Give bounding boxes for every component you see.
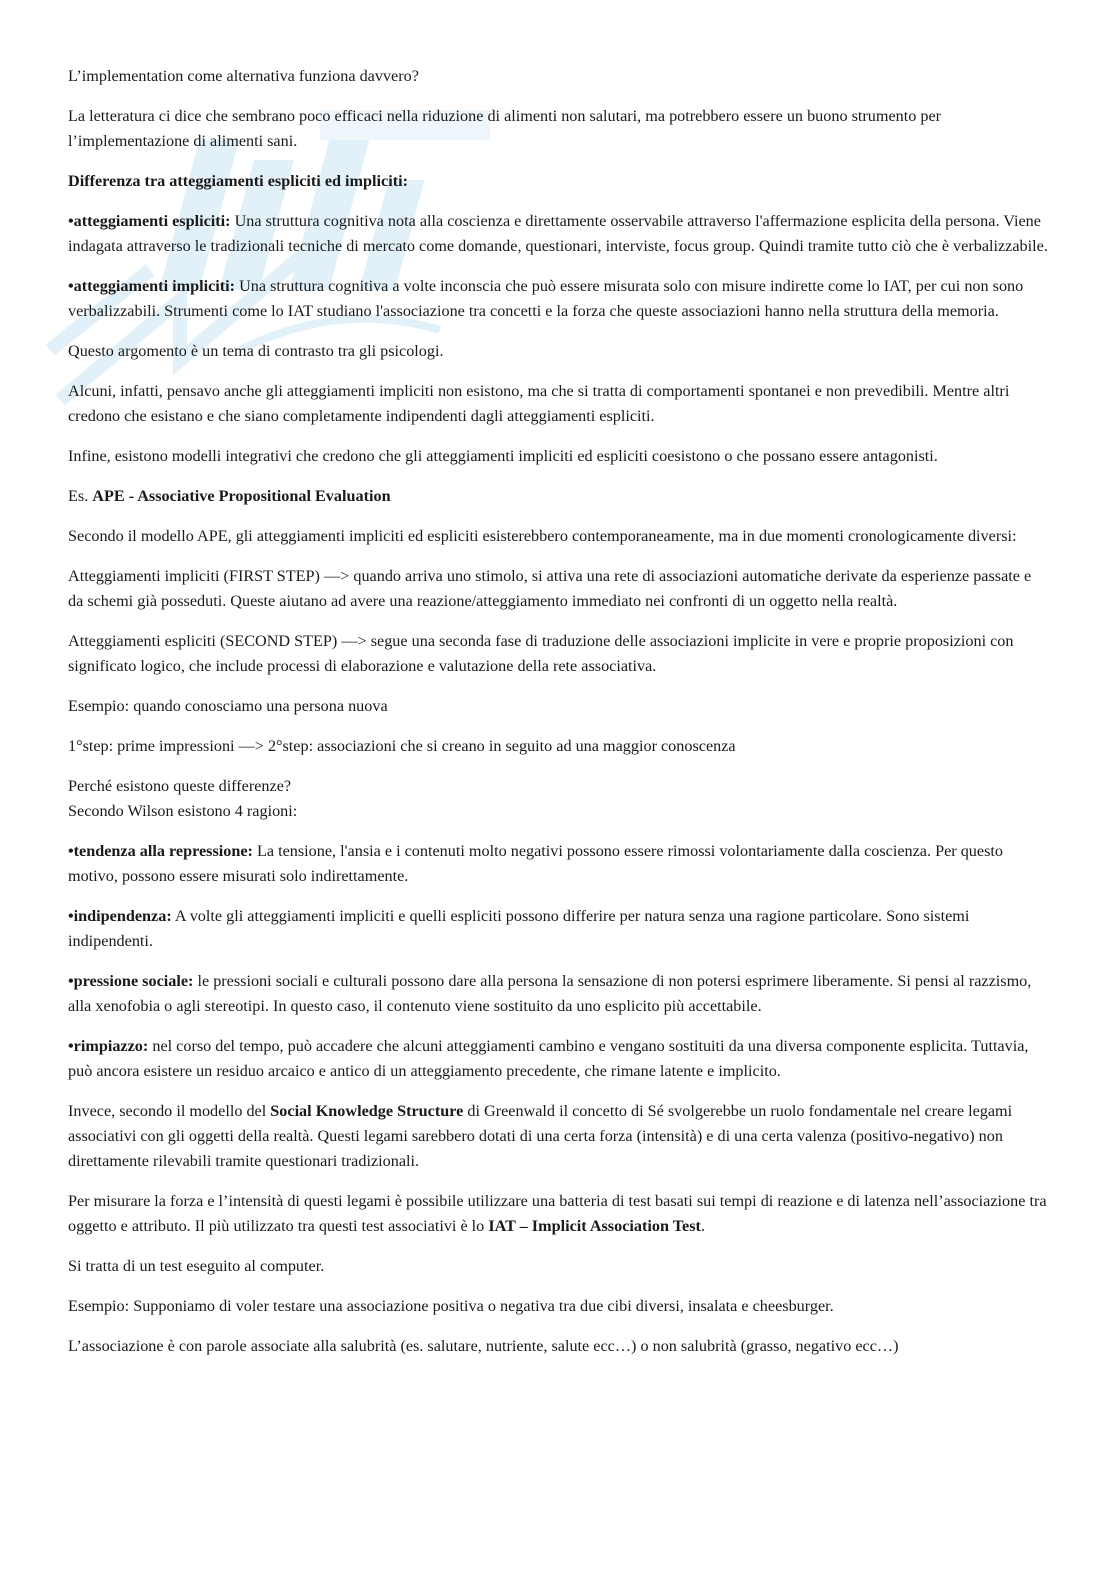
term: IAT – Implicit Association Test: [488, 1217, 701, 1235]
reason-text: La tensione, l'ansia e i contenuti molto negativi possono essere rimossi volontariamente dalla coscienza. Per questo motivo, possono essere misurati solo indirettamente.: [68, 842, 1003, 885]
term: •rimpiazzo:: [68, 1037, 149, 1055]
reason-text: le pressioni sociali e culturali possono dare alla persona la sensazione di non potersi esprimere liberamente. Si pensi al razzismo, alla xenofobia o agli stereotipi. In questo caso, il contenuto viene sostituito da uno esplicito più accettabile.: [68, 972, 1032, 1015]
paragraph: Esempio: quando conosciamo una persona nuova: [68, 697, 388, 715]
paragraph: Alcuni, infatti, pensavo anche gli atteggiamenti impliciti non esistono, ma che si tratta di comportamenti spontanei e non prevedibili. Mentre altri credono che esistano e che siano completamente indipendenti dagli atteggiamenti espliciti.: [68, 382, 1010, 425]
reason-replacement: [68, 1034, 1050, 1084]
line: Secondo Wilson esistono 4 ragioni:: [68, 802, 298, 820]
ape-heading: [68, 484, 1050, 509]
reason-text: A volte gli atteggiamenti impliciti e quelli espliciti possono differire per natura senza una ragione particolare. Sono sistemi indipendenti.: [68, 907, 970, 950]
definition-explicit: [68, 209, 1050, 259]
paragraph: [68, 774, 1050, 824]
paragraph: Atteggiamenti espliciti (SECOND STEP) —> segue una seconda fase di traduzione delle associazioni implicite in vere e proprie proposizioni con significato logico, che include processi di elaborazione e valutazione della rete associativa.: [68, 632, 1014, 675]
paragraph: Esempio: Supponiamo di voler testare una associazione positiva o negativa tra due cibi diversi, insalata e cheesburger.: [68, 1297, 834, 1315]
heading-text: APE - Associative Propositional Evaluation: [92, 487, 391, 505]
text: Invece, secondo il modello del: [68, 1102, 271, 1120]
paragraph: Secondo il modello APE, gli atteggiamenti impliciti ed espliciti esisterebbero contemporaneamente, ma in due momenti cronologicamente diversi:: [68, 527, 1017, 545]
line: Perché esistono queste differenze?: [68, 777, 292, 795]
reason-social-pressure: [68, 969, 1050, 1019]
term: •atteggiamenti impliciti:: [68, 277, 236, 295]
text: di Greenwald il concetto di Sé svolgerebbe un ruolo fondamentale nel creare legami associativi con gli oggetti della realtà. Questi legami sarebbero dotati di una certa forza (intensità) e di una certa valenza (positivo-negativo) non direttamente rilevabili tramite questionari tradizionali.: [68, 1102, 1013, 1170]
paragraph: Atteggiamenti impliciti (FIRST STEP) —> quando arriva uno stimolo, si attiva una rete di associazioni automatiche derivate da esperienze passate e da schemi già posseduti. Queste aiutano ad avere una reazione/atteggiamento immediato nei confronti di un oggetto nella realtà.: [68, 567, 1032, 610]
term: •indipendenza:: [68, 907, 172, 925]
definition-implicit: [68, 274, 1050, 324]
text: .: [700, 1217, 705, 1235]
heading-text: Differenza tra atteggiamenti espliciti ed impliciti:: [68, 172, 408, 190]
paragraph: Infine, esistono modelli integrativi che credono che gli atteggiamenti impliciti ed espliciti coesistono o che possano essere antagonisti.: [68, 447, 938, 465]
term: •tendenza alla repressione:: [68, 842, 253, 860]
paragraph: [68, 1099, 1050, 1174]
paragraph: Questo argomento è un tema di contrasto tra gli psicologi.: [68, 342, 444, 360]
definition-text: Una struttura cognitiva nota alla coscienza e direttamente osservabile attraverso l'affermazione esplicita della persona. Viene indagata attraverso le tradizionali tecniche di mercato come domande, questionari, interviste, focus group. Quindi tramite tutto ciò che è verbalizzabile.: [68, 212, 1048, 255]
term: •pressione sociale:: [68, 972, 194, 990]
paragraph: La letteratura ci dice che sembrano poco efficaci nella riduzione di alimenti non salutari, ma potrebbero essere un buono strumento per l’implementazione di alimenti sani.: [68, 107, 942, 150]
paragraph: [68, 1189, 1050, 1239]
paragraph: 1°step: prime impressioni —> 2°step: associazioni che si creano in seguito ad una maggior conoscenza: [68, 737, 736, 755]
paragraph: Si tratta di un test eseguito al computer.: [68, 1257, 325, 1275]
reason-independence: [68, 904, 1050, 954]
paragraph: L’implementation come alternativa funziona davvero?: [68, 67, 419, 85]
text: Per misurare la forza e l’intensità di questi legami è possibile utilizzare una batteria di test basati sui tempi di reazione e di latenza nell’associazione tra oggetto e attributo. Il più utilizzato tra questi test associativi è lo: [68, 1192, 1047, 1235]
term: •atteggiamenti espliciti:: [68, 212, 231, 230]
reason-repression: [68, 839, 1050, 889]
prefix: Es.: [68, 487, 93, 505]
reason-text: nel corso del tempo, può accadere che alcuni atteggiamenti cambino e vengano sostituiti da una diversa componente esplicita. Tuttavia, può ancora esistere un residuo arcaico e antico di un atteggiamento precedente, che rimane latente e implicito.: [68, 1037, 1029, 1080]
term: Social Knowledge Structure: [270, 1102, 464, 1120]
document-page: [68, 64, 1050, 1374]
section-heading: [68, 169, 1050, 194]
definition-text: Una struttura cognitiva a volte inconscia che può essere misurata solo con misure indirette come lo IAT, per cui non sono verbalizzabili. Strumenti come lo IAT studiano l'associazione tra concetti e la forza che queste associazioni hanno nella struttura della memoria.: [68, 277, 1024, 320]
paragraph: L’associazione è con parole associate alla salubrità (es. salutare, nutriente, salute ecc…) o non salubrità (grasso, negativo ecc…): [68, 1337, 899, 1355]
